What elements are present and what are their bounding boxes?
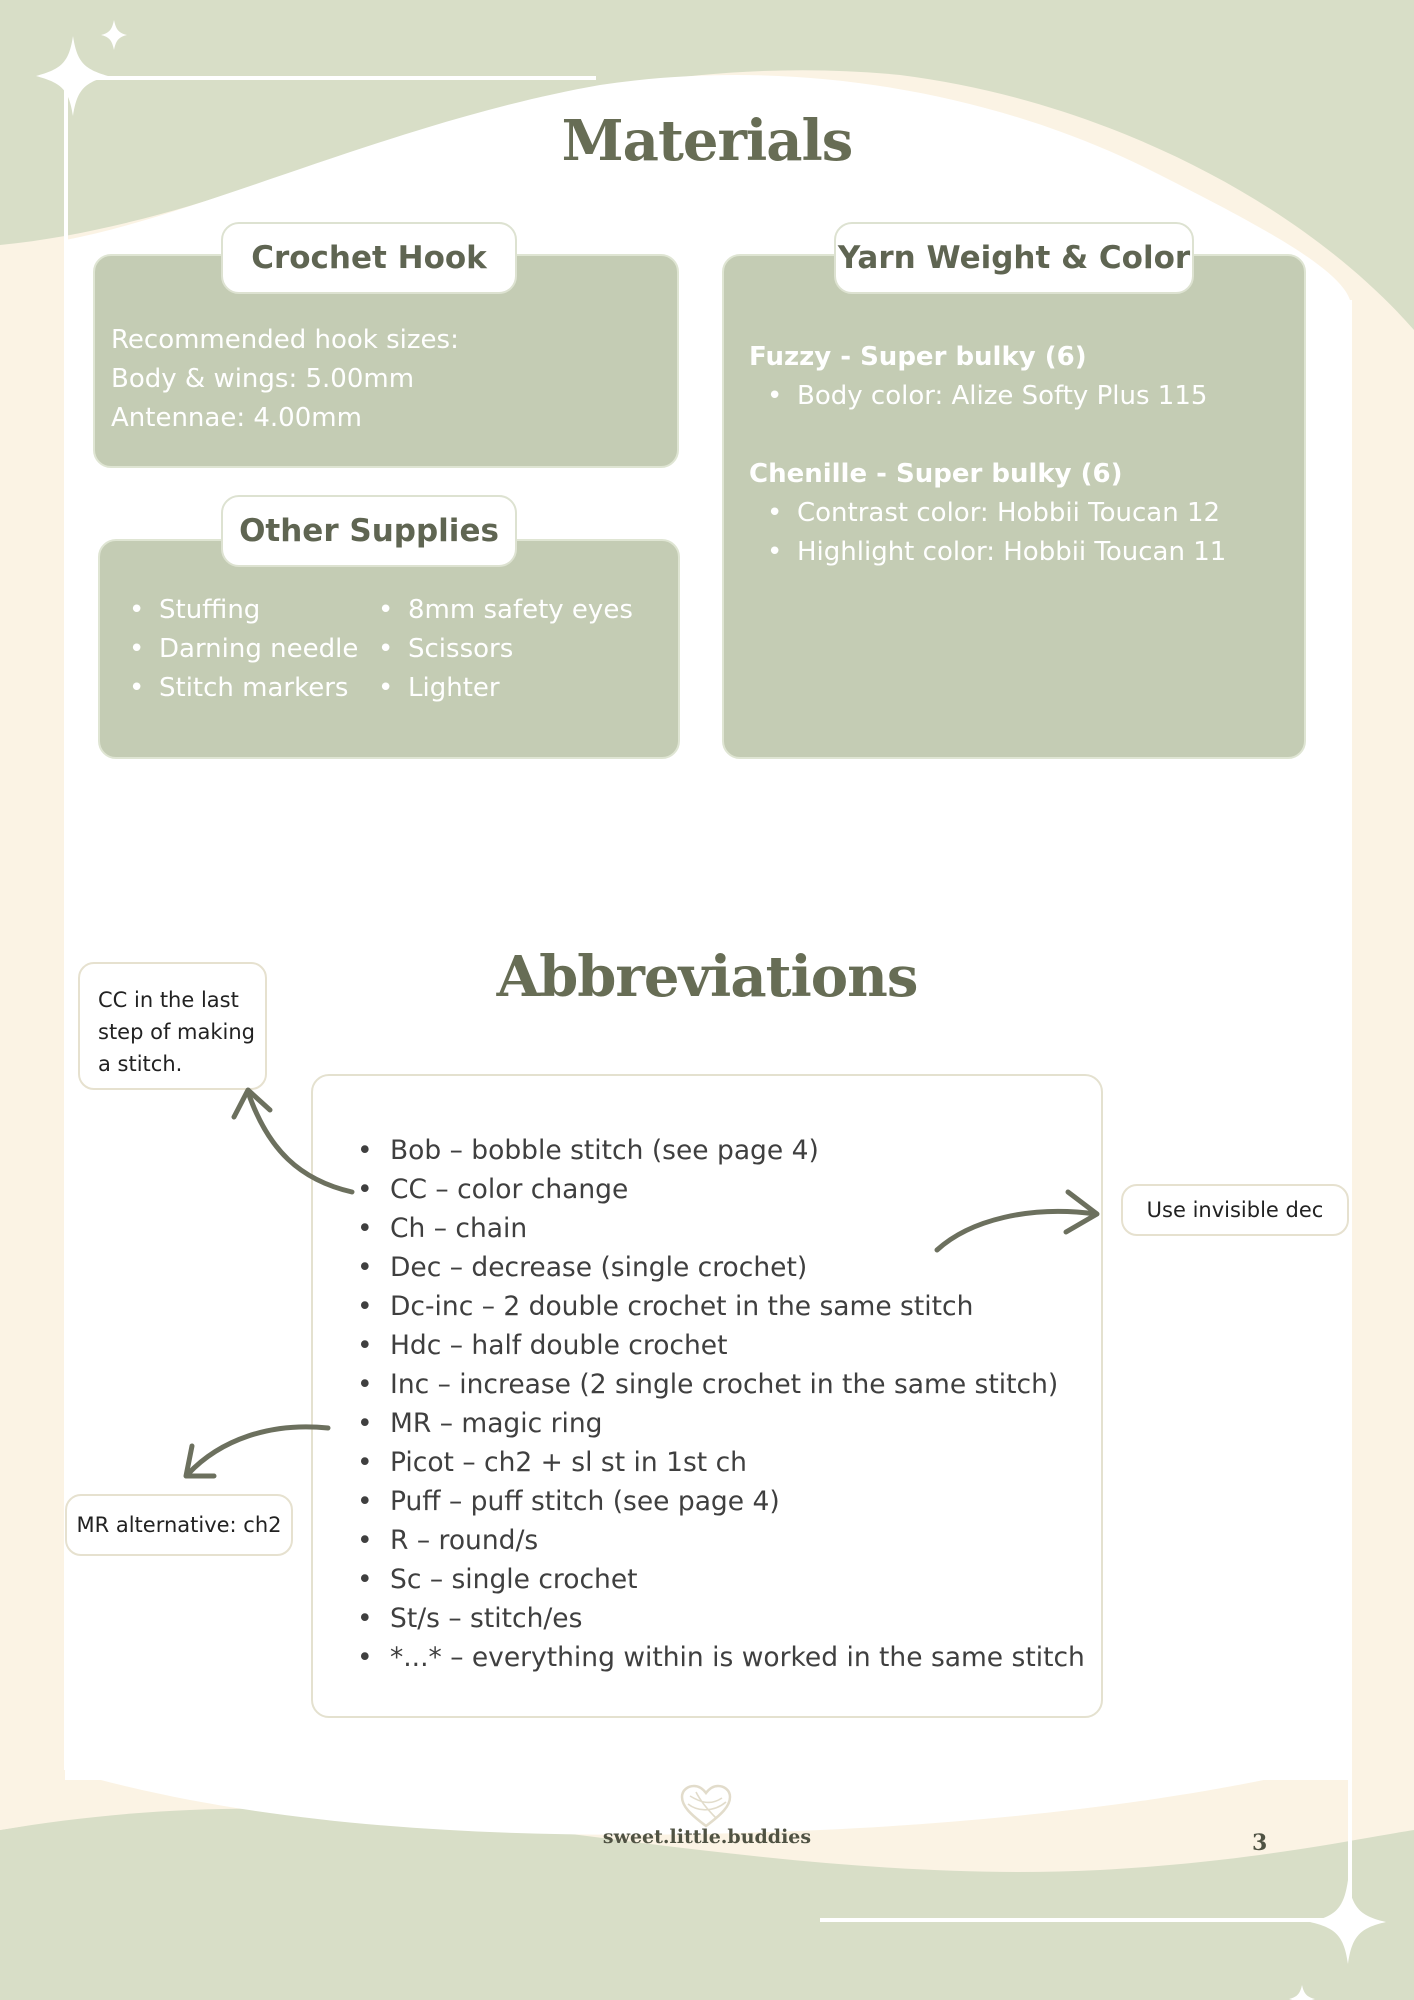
list-item: • Darning needle <box>111 630 358 669</box>
chenille-heading: Chenille - Super bulky (6) <box>749 459 1123 489</box>
list-item: • Sc – single crochet <box>355 1560 1085 1599</box>
list-item: • Picot – ch2 + sl st in 1st ch <box>355 1443 1085 1482</box>
yarn-heart-icon <box>680 1784 732 1828</box>
page-number: 3 <box>1252 1830 1268 1856</box>
hook-line: Antennae: 4.00mm <box>111 403 362 433</box>
yarn-tab: Yarn Weight & Color <box>834 222 1194 294</box>
list-item: • Dec – decrease (single crochet) <box>355 1248 1085 1287</box>
list-item: • Scissors <box>360 630 633 669</box>
list-item: • Stuffing <box>111 591 358 630</box>
list-item: • Hdc – half double crochet <box>355 1326 1085 1365</box>
list-item: • MR – magic ring <box>355 1404 1085 1443</box>
list-item: • St/s – stitch/es <box>355 1599 1085 1638</box>
materials-title: Materials <box>561 108 853 174</box>
list-item: • Inc – increase (2 single crochet in the same stitch) <box>355 1365 1085 1404</box>
list-item: • CC – color change <box>355 1170 1085 1209</box>
note-line: a stitch. <box>98 1052 183 1076</box>
list-item: • Contrast color: Hobbii Toucan 12 <box>749 494 1226 533</box>
list-item: • Body color: Alize Softy Plus 115 <box>749 377 1226 416</box>
hook-line: Recommended hook sizes: <box>111 325 459 355</box>
list-item: • Puff – puff stitch (see page 4) <box>355 1482 1085 1521</box>
list-item: • Bob – bobble stitch (see page 4) <box>355 1131 1085 1170</box>
list-item: • Stitch markers <box>111 669 358 708</box>
note-line: CC in the last <box>98 988 239 1012</box>
list-item: • Highlight color: Hobbii Toucan 11 <box>749 533 1226 572</box>
list-item: • *...* – everything within is worked in the same stitch <box>355 1638 1085 1677</box>
hook-line: Body & wings: 5.00mm <box>111 364 415 394</box>
abbreviations-title: Abbreviations <box>496 944 918 1010</box>
dec-note: Use invisible dec <box>1121 1184 1349 1236</box>
note-line: step of making <box>98 1020 255 1044</box>
list-item: • 8mm safety eyes <box>360 591 633 630</box>
list-item: • Ch – chain <box>355 1209 1085 1248</box>
list-item: • R – round/s <box>355 1521 1085 1560</box>
list-item: • Dc-inc – 2 double crochet in the same stitch <box>355 1287 1085 1326</box>
list-item: • Lighter <box>360 669 633 708</box>
mr-note: MR alternative: ch2 <box>65 1494 293 1556</box>
crochet-hook-tab: Crochet Hook <box>221 222 517 294</box>
arrow-icon <box>188 1427 328 1474</box>
brand-name: sweet.little.buddies <box>602 1826 812 1848</box>
fuzzy-heading: Fuzzy - Super bulky (6) <box>749 342 1087 372</box>
other-supplies-tab: Other Supplies <box>221 495 517 567</box>
